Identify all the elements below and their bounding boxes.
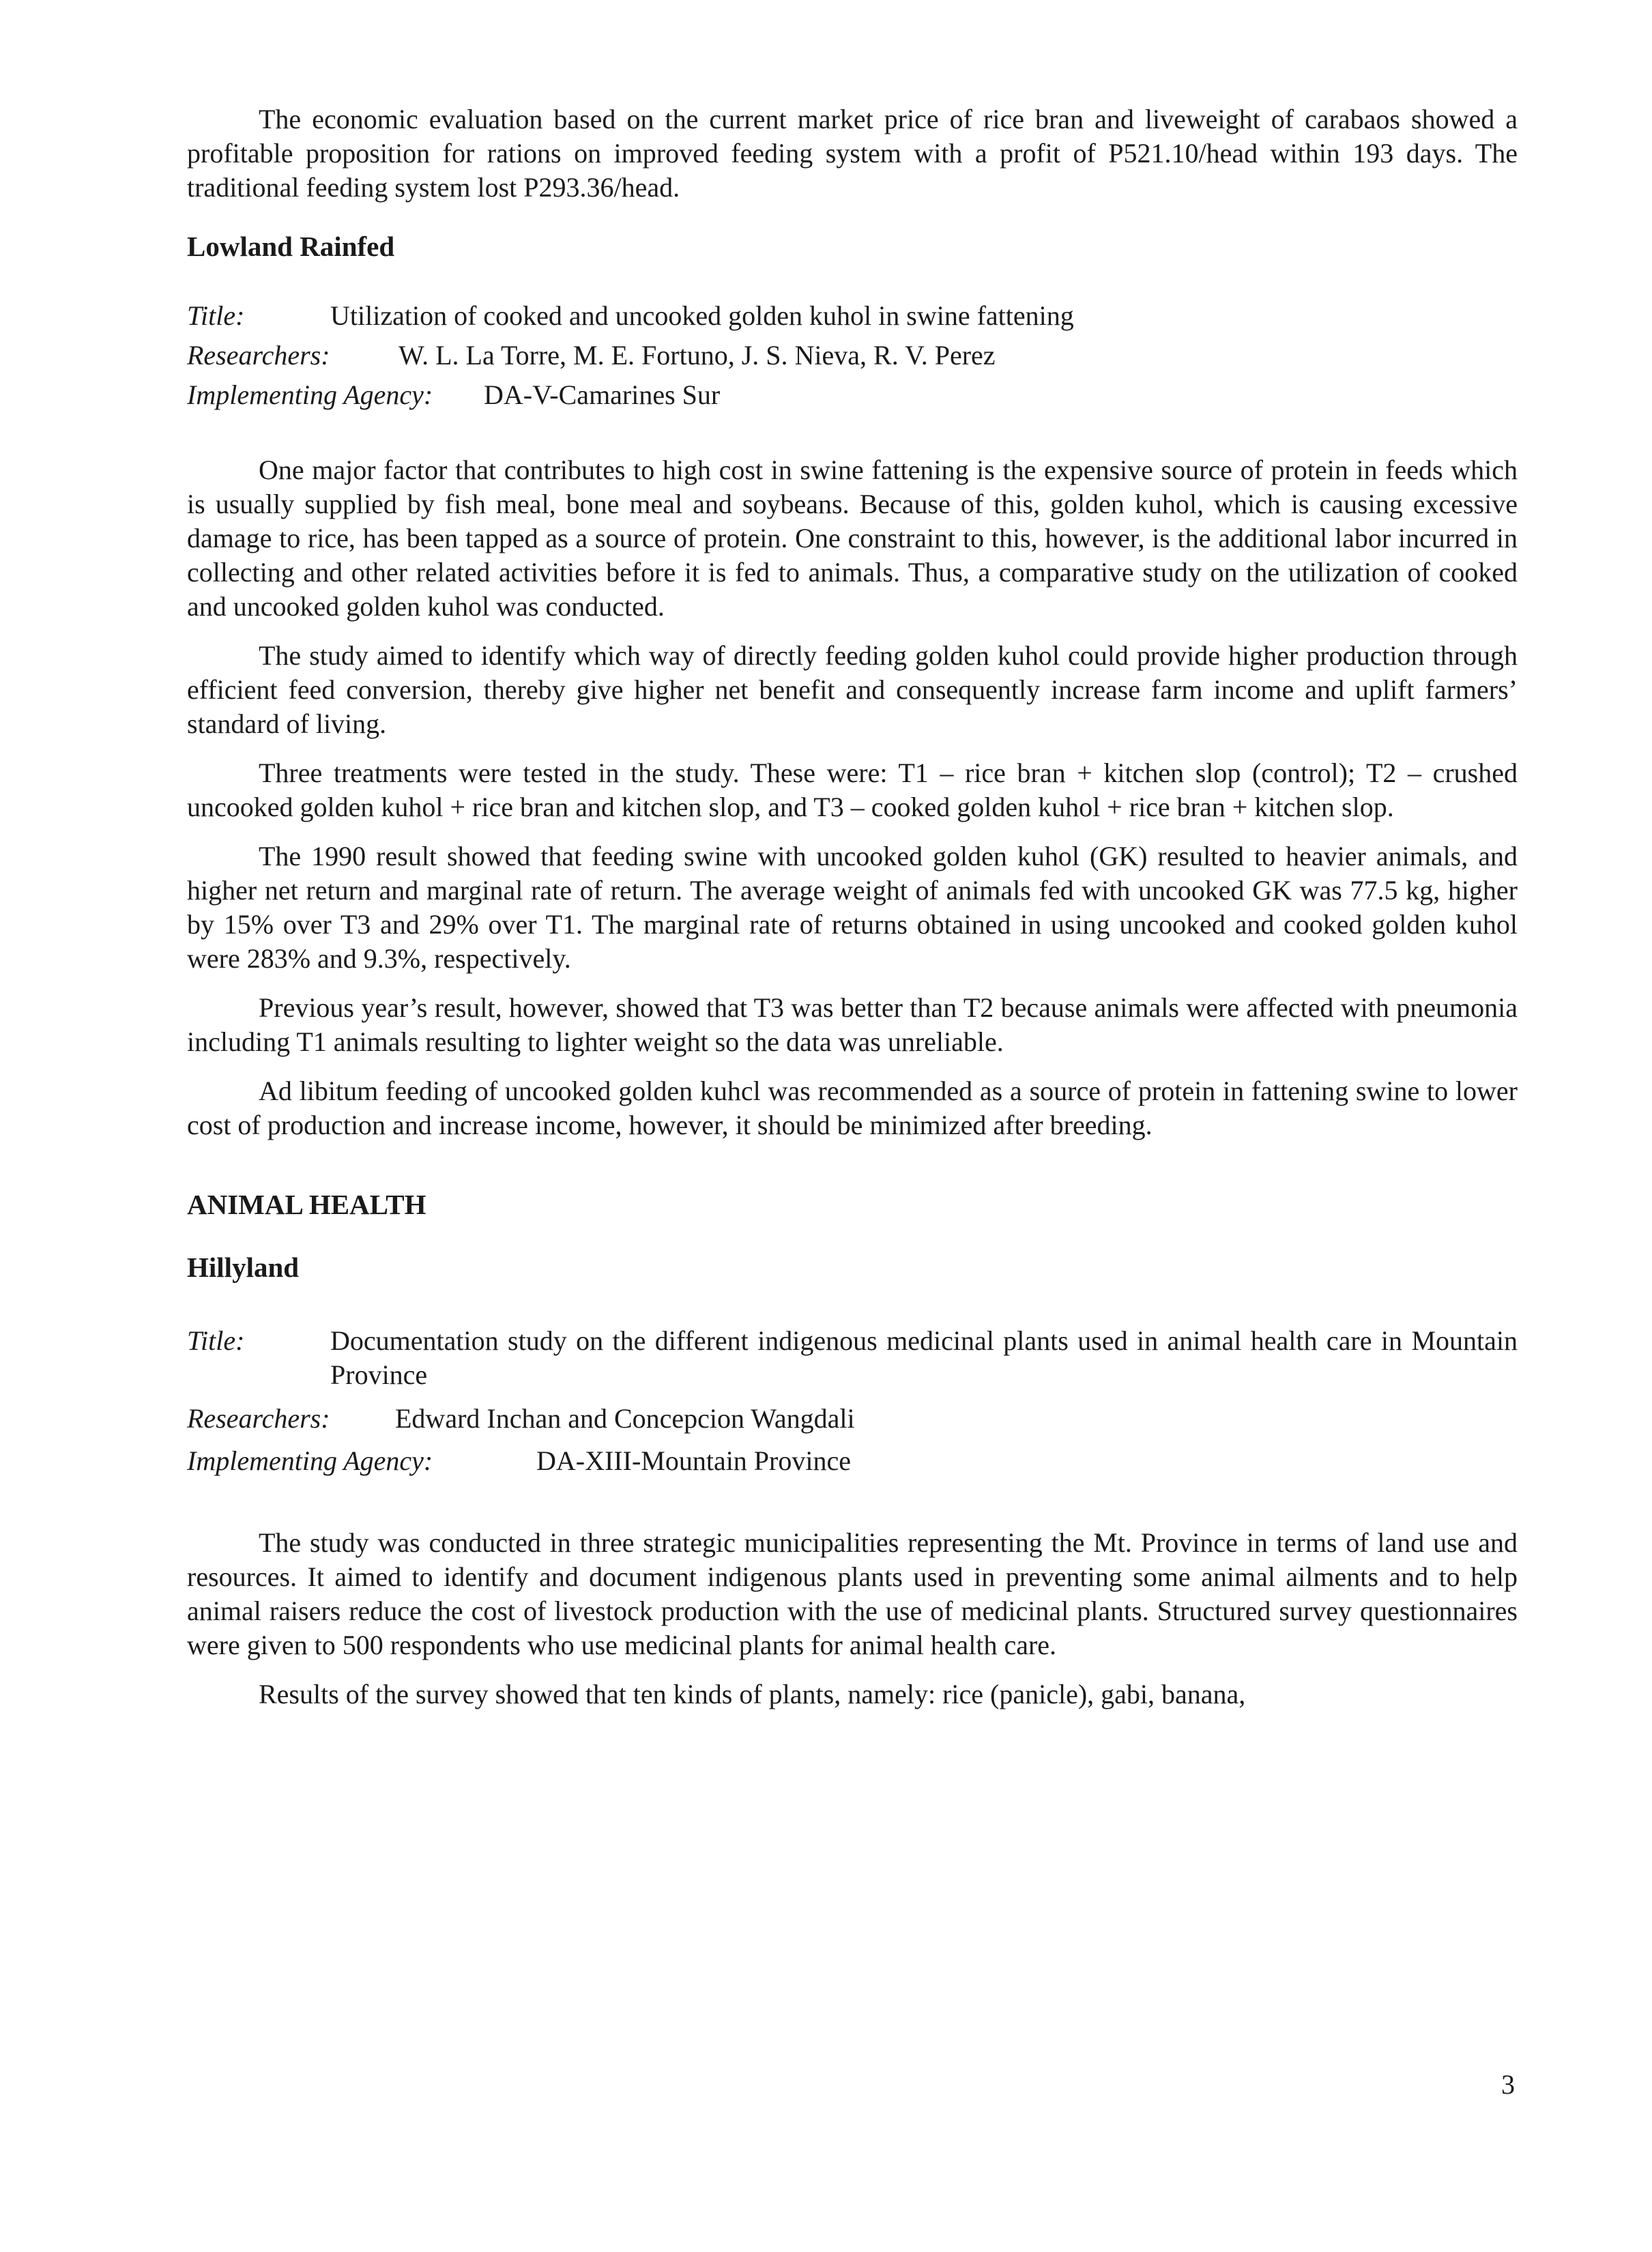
body-paragraph: The study aimed to identify which way of directly feeding golden kuhol could provide higher production through efficient feed conversion, thereby give higher net benefit and consequently increase farm income and uplift farmers’ standard of living. [187,640,1518,739]
body-paragraph: The 1990 result showed that feeding swine with uncooked golden kuhol (GK) resulted to heavier animals, and higher net return and marginal rate of return. The average weight of animals fed with uncooked GK was 77.5 kg, higher by 15% over T3 and 29% over T1. The marginal rate of returns obtained in using uncooked and cooked golden kuhol were 283% and 9.3%, respectively. [187,841,1518,974]
body-paragraph: The study was conducted in three strategic municipalities representing the Mt. Province in terms of land use and resources. It aimed to identify and document indigenous plants used in preventing some animal ailments and to help animal raisers reduce the cost of livestock production with the use of medicinal plants. Structured survey questionnaires were given to 500 respondents who use medicinal plants for animal health care. [187,1527,1518,1660]
agency-row [187,378,1518,412]
researchers-label: Researchers: [187,1403,330,1434]
study-metadata-medicinal-plants [187,1324,1518,1478]
researchers-label: Researchers: [187,340,330,371]
researchers-names: Edward Inchan and Concepcion Wangdali [395,1403,855,1434]
section-heading-animal-health: ANIMAL HEALTH [187,1189,426,1220]
document-page [187,102,1518,1712]
study-title: Utilization of cooked and uncooked golden kuhol in swine fattening [330,300,1074,331]
title-label: Title: [187,1325,245,1356]
page-number: 3 [1501,2069,1515,2100]
researchers-row [187,338,1518,373]
body-paragraph: Previous year’s result, however, showed that T3 was better than T2 because animals were affected with pneumonia including T1 animals resulting to lighter weight so the data was unreliable. [187,992,1518,1057]
intro-paragraph: The economic evaluation based on the current market price of rice bran and liveweight of carabaos showed a profitable proposition for rations on improved feeding system with a profit of P521.10/head within 193 days. The traditional feeding system lost P293.36/head. [187,104,1518,203]
title-row [187,299,1518,333]
section-heading-lowland-rainfed: Lowland Rainfed [187,231,395,262]
section-heading-hillyland: Hillyland [187,1252,300,1283]
agency-row [187,1444,1518,1478]
agency-name: DA-XIII-Mountain Province [536,1445,851,1476]
researchers-row [187,1402,1518,1436]
agency-label: Implementing Agency: [187,379,433,410]
agency-label: Implementing Agency: [187,1445,433,1476]
body-paragraph: One major factor that contributes to high cost in swine fattening is the expensive source of protein in feeds which is usually supplied by fish meal, bone meal and soybeans. Because of this, golden kuhol, which is causing excessive damage to rice, has been tapped as a source of protein. One constraint to this, however, is the additional labor incurred in collecting and other related activities before it is fed to animals. Thus, a comparative study on the utilization of cooked and uncooked golden kuhol was conducted. [187,454,1518,622]
body-paragraph: Ad libitum feeding of uncooked golden kuhcl was recommended as a source of protein in fattening swine to lower cost of production and increase income, however, it should be minimized after breeding. [187,1076,1518,1140]
title-label: Title: [187,300,245,331]
agency-name: DA-V-Camarines Sur [484,379,721,410]
body-paragraph: Results of the survey showed that ten kinds of plants, namely: rice (panicle), gabi, banana, [259,1679,1246,1709]
study-title: Documentation study on the different indigenous medicinal plants used in animal health care in Mountain Province [330,1325,1518,1390]
title-row [187,1324,1518,1392]
researchers-names: W. L. La Torre, M. E. Fortuno, J. S. Nieva, R. V. Perez [398,340,996,371]
study-metadata-swine [187,299,1518,412]
body-paragraph: Three treatments were tested in the study. These were: T1 – rice bran + kitchen slop (control); T2 – crushed uncooked golden kuhol + rice bran and kitchen slop, and T3 – cooked golden kuhol + rice bran + kitchen slop. [187,757,1518,822]
